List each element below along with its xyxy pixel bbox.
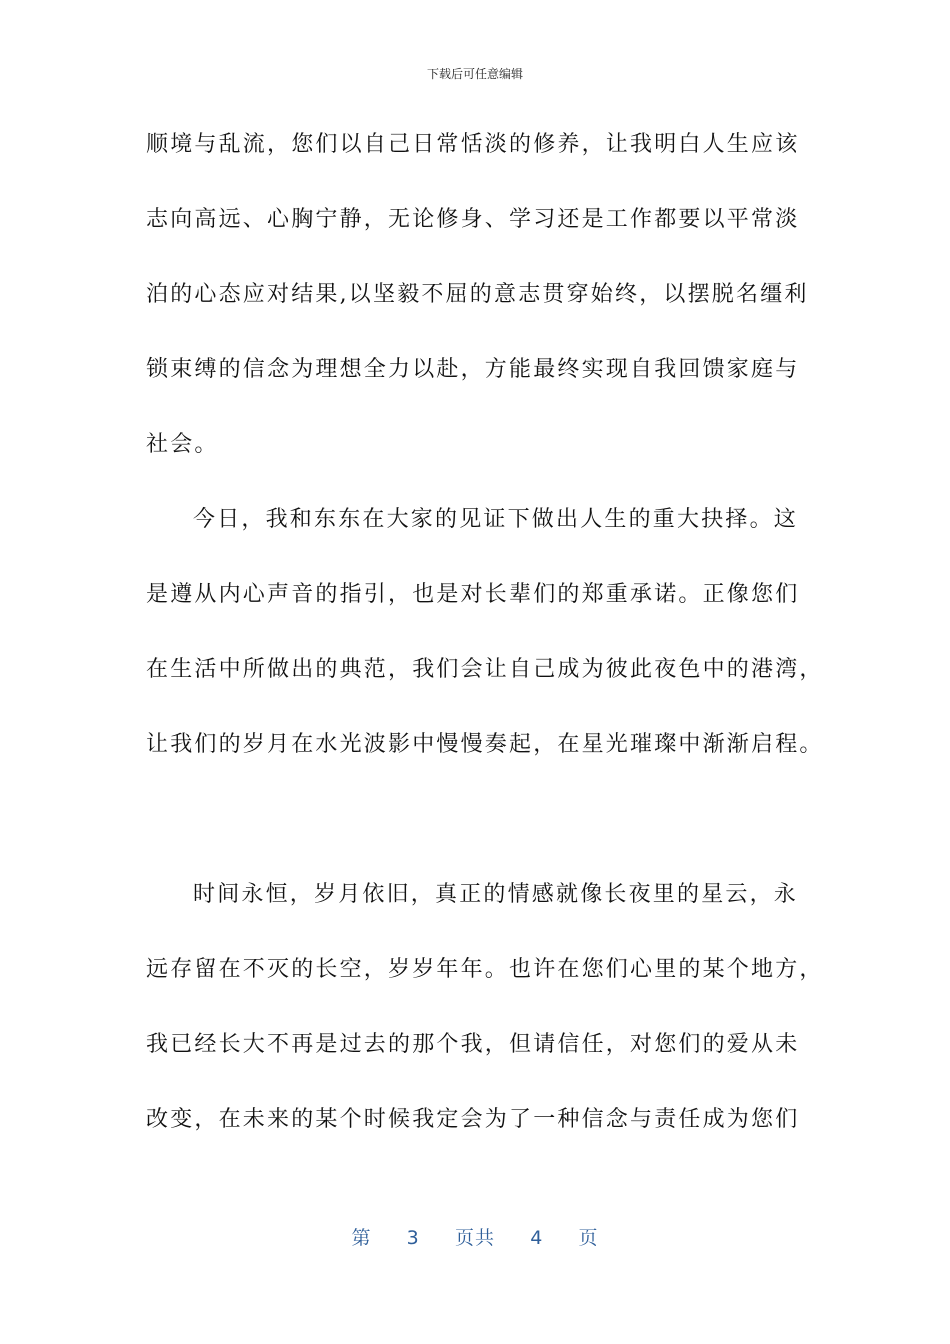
paragraph-1-line-2: 志向高远、心胸宁静，无论修身、学习还是工作都要以平常淡 [146, 207, 800, 232]
paragraph-2-line-2: 是遵从内心声音的指引，也是对长辈们的郑重承诺。正像您们 [146, 582, 800, 607]
footer-prefix: 第 [351, 1227, 372, 1249]
footer-middle: 页共 [454, 1227, 495, 1249]
paragraph-1-line-3: 泊的心态应对结果,以坚毅不屈的意志贯穿始终，以摆脱名缰利 [146, 282, 809, 307]
paragraph-2-line-1: 今日，我和东东在大家的见证下做出人生的重大抉择。这 [193, 507, 799, 532]
paragraph-3-line-2: 远存留在不灭的长空，岁岁年年。也许在您们心里的某个地方， [146, 957, 824, 982]
paragraph-2-line-4: 让我们的岁月在水光波影中慢慢奏起，在星光璀璨中渐渐启程。 [146, 732, 824, 757]
paragraph-1-line-5: 社会。 [146, 432, 219, 457]
page-header-note: 下载后可任意编辑 [426, 67, 523, 81]
footer-current-page: 3 [406, 1227, 420, 1249]
paragraph-3-line-3: 我已经长大不再是过去的那个我，但请信任，对您们的爱从未 [146, 1032, 800, 1057]
footer-total-pages: 4 [530, 1227, 544, 1249]
paragraph-1-line-4: 锁束缚的信念为理想全力以赴，方能最终实现自我回馈家庭与 [146, 357, 800, 382]
paragraph-2-line-3: 在生活中所做出的典范，我们会让自己成为彼此夜色中的港湾， [146, 657, 824, 682]
paragraph-1-line-1: 顺境与乱流，您们以自己日常恬淡的修养，让我明白人生应该 [146, 132, 800, 157]
paragraph-3-line-1: 时间永恒，岁月依旧，真正的情感就像长夜里的星云，永 [193, 882, 799, 907]
page-number-footer [0, 1225, 950, 1251]
paragraph-3-line-4: 改变，在未来的某个时候我定会为了一种信念与责任成为您们 [146, 1107, 800, 1132]
footer-suffix: 页 [578, 1227, 599, 1249]
